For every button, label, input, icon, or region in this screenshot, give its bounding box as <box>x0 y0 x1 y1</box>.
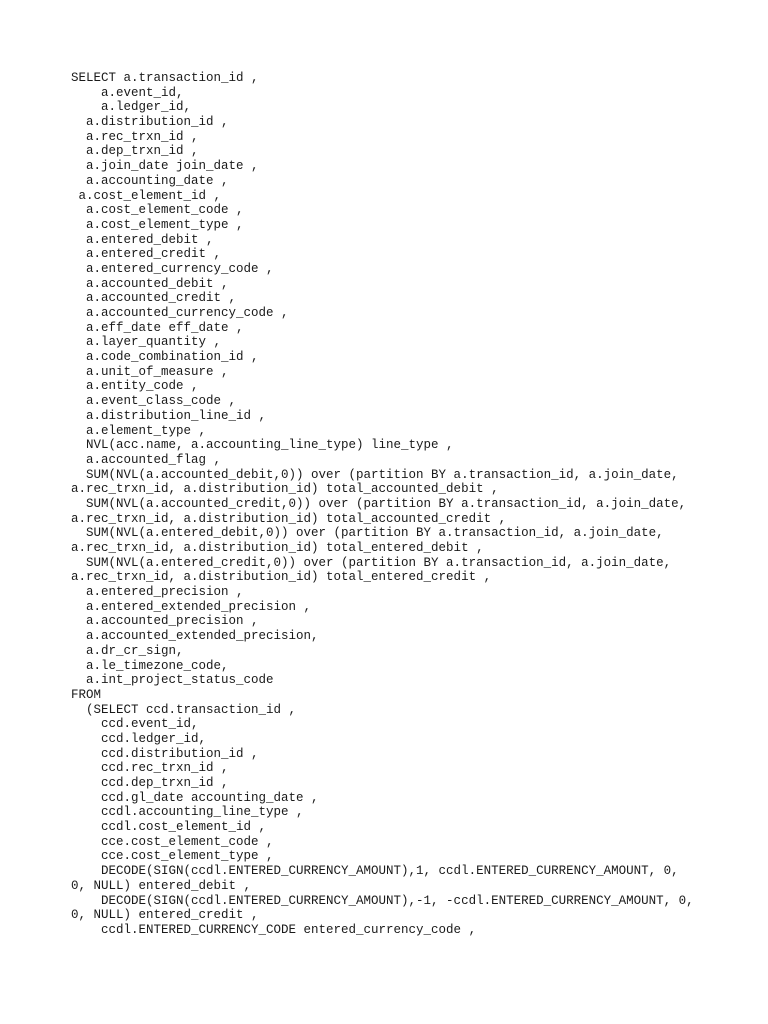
code-line: ccd.gl_date accounting_date , <box>71 790 319 805</box>
code-line: SUM(NVL(a.accounted_credit,0)) over (partition BY a.transaction_id, a.join_date, <box>71 496 687 511</box>
code-line: a.rec_trxn_id, a.distribution_id) total_entered_debit , <box>71 541 484 555</box>
code-line: cce.cost_element_code , <box>71 834 274 849</box>
code-line: a.accounted_flag , <box>71 452 222 467</box>
code-line: ccdl.accounting_line_type , <box>71 805 304 820</box>
code-line: a.layer_quantity , <box>71 335 222 350</box>
code-line: a.rec_trxn_id, a.distribution_id) total_entered_credit , <box>71 570 492 585</box>
code-line: a.distribution_line_id , <box>71 408 267 423</box>
code-line: DECODE(SIGN(ccdl.ENTERED_CURRENCY_AMOUNT),-1, -ccdl.ENTERED_CURRENCY_AMOUNT, 0, <box>71 893 694 908</box>
code-line: ccd.distribution_id , <box>71 746 259 761</box>
code-line: a.rec_trxn_id , <box>71 129 199 144</box>
code-line: a.eff_date eff_date , <box>71 320 244 335</box>
code-line: 0, NULL) entered_credit , <box>71 908 259 923</box>
code-line: ccdl.cost_element_id , <box>71 820 267 835</box>
code-line: a.event_id, <box>71 85 184 100</box>
code-line: a.code_combination_id , <box>71 350 259 365</box>
code-line: a.unit_of_measure , <box>71 364 229 379</box>
code-line: a.entered_debit , <box>71 232 214 247</box>
code-line: a.accounted_precision , <box>71 614 259 629</box>
code-line: DECODE(SIGN(ccdl.ENTERED_CURRENCY_AMOUNT),1, ccdl.ENTERED_CURRENCY_AMOUNT, 0, <box>71 864 679 879</box>
code-line: a.distribution_id , <box>71 115 229 130</box>
code-line: a.event_class_code , <box>71 394 237 409</box>
code-line: a.accounted_extended_precision, <box>71 629 319 644</box>
code-line: a.entered_credit , <box>71 247 222 262</box>
code-line: a.rec_trxn_id, a.distribution_id) total_accounted_credit , <box>71 511 507 526</box>
code-line: a.accounted_debit , <box>71 276 229 291</box>
code-line: a.ledger_id, <box>71 100 192 115</box>
code-line: NVL(acc.name, a.accounting_line_type) line_type , <box>71 438 454 453</box>
code-line: a.entered_precision , <box>71 585 244 600</box>
code-line: a.cost_element_id , <box>71 188 222 203</box>
code-line: a.element_type , <box>71 423 207 438</box>
code-line: ccdl.ENTERED_CURRENCY_CODE entered_currency_code , <box>71 922 477 937</box>
code-line: ccd.dep_trxn_id , <box>71 776 229 790</box>
code-line: a.dr_cr_sign, <box>71 643 184 658</box>
code-line: a.accounting_date , <box>71 173 229 188</box>
code-line: cce.cost_element_type , <box>71 849 274 864</box>
code-line: a.dep_trxn_id , <box>71 144 199 159</box>
code-line: (SELECT ccd.transaction_id , <box>71 702 297 717</box>
code-line: a.cost_element_code , <box>71 203 244 218</box>
code-line: a.join_date join_date , <box>71 159 259 174</box>
code-line: a.rec_trxn_id, a.distribution_id) total_accounted_debit , <box>71 482 499 497</box>
code-line: a.entered_currency_code , <box>71 261 274 276</box>
code-line: 0, NULL) entered_debit , <box>71 878 252 893</box>
code-line: SUM(NVL(a.entered_credit,0)) over (partition BY a.transaction_id, a.join_date, <box>71 555 672 570</box>
code-line: a.accounted_credit , <box>71 291 237 306</box>
code-line: ccd.ledger_id, <box>71 731 207 746</box>
code-line: ccd.event_id, <box>71 717 199 732</box>
code-line: a.entered_extended_precision , <box>71 599 312 614</box>
code-line: SELECT a.transaction_id , <box>71 71 259 85</box>
code-line: a.int_project_status_code <box>71 673 274 688</box>
code-line: FROM <box>71 687 102 702</box>
code-line: a.accounted_currency_code , <box>71 306 289 320</box>
sql-code-block <box>71 71 751 938</box>
code-line: SUM(NVL(a.entered_debit,0)) over (partition BY a.transaction_id, a.join_date, <box>71 526 664 541</box>
code-line: a.le_timezone_code, <box>71 658 229 673</box>
code-line: ccd.rec_trxn_id , <box>71 761 229 776</box>
code-line: a.cost_element_type , <box>71 217 244 232</box>
code-line: SUM(NVL(a.accounted_debit,0)) over (partition BY a.transaction_id, a.join_date, <box>71 467 679 482</box>
code-line: a.entity_code , <box>71 379 199 394</box>
